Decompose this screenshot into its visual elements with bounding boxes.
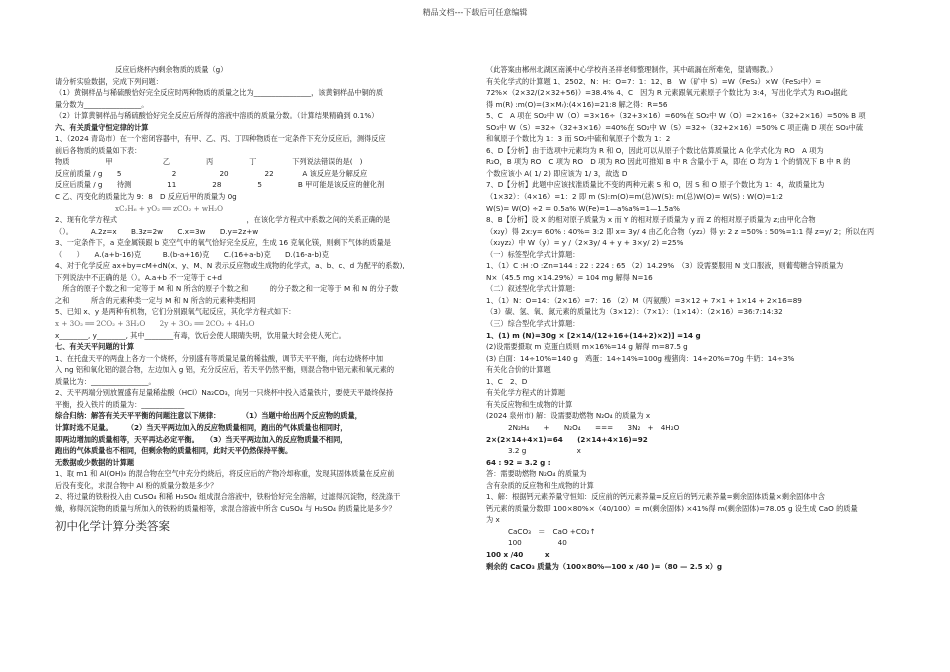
- right-text-line: 100 40: [508, 538, 567, 548]
- left-text-line: 七、有关天平问题的计算: [55, 342, 135, 352]
- right-text-line: 64 : 92 = 3.2 g :: [486, 457, 551, 467]
- left-text-line: 初中化学计算分类答案: [55, 519, 170, 534]
- right-text-line: （一）标签型化学式计算题：: [486, 249, 580, 259]
- left-text-line: 跑出的气体质量也不相同，但剩余物的质量相同，此时天平仍然保持平衡。: [55, 446, 293, 456]
- right-text-line: 1、解：根据钙元素养量守恒知：反应前的钙元素养量=反应后的钙元素养量=剩余固体质量×剩余固体中含: [486, 492, 825, 502]
- right-text-line: 有关化学式的计算题 1、2502、N：H：O=7：1：12、B W（矿中 S）=W（FeS₂）×W（FeS₂中）=: [486, 76, 822, 86]
- right-text-line: 7、D【分析】此题中应该找准质量比不变的两种元素 S 和 O，因 S 和 O 原子个数比为 1：4，故质量比为: [486, 180, 825, 190]
- right-text-line: CaCO₃ ＝ CaO +CO₂↑: [508, 526, 596, 536]
- right-text-line: 和氧原子个数比为 1：3 而 SO₂中硫和氧原子个数为 1：2: [486, 134, 671, 144]
- left-text-line: 1、取 m1 和 Al(OH)₃ 的混合物在空气中充分灼烧后，将反应后的产物冷却称重，发现其固体质量在反应前: [55, 469, 395, 479]
- left-text-line: 2、将过量的铁粉投入由 CuSO₄ 和稀 H₂SO₄ 组成混合溶液中，铁粉恰好完全溶解，过滤得沉淀物，经洗涤干: [55, 492, 401, 502]
- left-text-line: x________, y________, 其中________有毒，饮后会使人眼睛失明，饮用量大时会使人死亡。: [55, 330, 346, 340]
- right-text-line: 72%×（2×32/(2×32+56)）=38.4% 4、C 因为 R 元素跟氧元素原子个数比为 3:4，写出化学式为 R₃O₄据此: [486, 88, 848, 98]
- right-text-line: （x₂y）得 2x:y= 60% : 40%= 3:2 即 x= 3y/ 4 由乙化合物（yz₂）得 y: 2 z =50% : 50%=1:1 得 z=y/ 2；所以在丙: [486, 226, 875, 236]
- left-text-line: 3、一定条件下，a 克金属镁跟 b 克空气中的氧气恰好完全反应，生成 16 克氧化镁，则剩下气体的质量是: [55, 238, 391, 248]
- right-text-line: 含有杂质的反应物和生成物的计算: [486, 480, 594, 490]
- right-text-line: 2N₂H₄ + N₂O₄ === 3N₂ + 4H₂O: [508, 422, 680, 432]
- right-text-line: 为 x: [486, 515, 500, 525]
- left-text-line: 5、已知 x、y 是两种有机物，它们分别跟氧气起反应，其化学方程式如下：: [55, 307, 296, 317]
- left-text-line: 无数据或少数据的计算题: [55, 457, 135, 467]
- right-text-line: 100 x /40 x: [486, 549, 550, 559]
- right-text-line: 钙元素的质量分数即 100×80%×（40/100）= m(剩余固体) ×41%得 m(剩余固体)=78.05 g 设生成 CaO 的质量: [486, 503, 858, 513]
- left-text-line: 质量比为：________________。: [55, 376, 156, 386]
- right-text-line: （此答案由郴州北湖区南溪中心学校肖圣祥老师整理制作，其中疏漏在所难免，望请赐教。）: [486, 65, 778, 74]
- left-text-line: 反应后质量 / g 待测 11 28 5 B 甲可能是该反应的催化剂: [55, 180, 385, 190]
- left-text-line: 所含的原子个数之和一定等于 M 和 N 所含的原子个数之和 的分子数之和一定等于 M 和 N 的分子数: [55, 284, 399, 294]
- left-text-line: 下列说法中不正确的是（）。A.a+b 不一定等于 c+d: [55, 272, 222, 282]
- right-text-line: 1、(1) m (N)=30g × [2×14/(12+16+(14+2)×2)] =14 g: [486, 330, 701, 340]
- right-column: [486, 64, 896, 572]
- left-text-line: 之和 所含的元素种类一定与 M 和 N 所含的元素种类相同: [55, 295, 256, 305]
- right-text-line: 1、（1）C :H :O :Zn=144 : 22 : 224 : 65 （2）14.29% （3）设需要服用 N 支口服液，则葡萄糖含锌质量为: [486, 261, 844, 271]
- left-text-line: 综合归纳：解答有关天平平衡的问题注意以下规律： （1）当题中给出两个反应物的质量，: [55, 411, 362, 421]
- right-text-line: (2024 泉州市) 解：设需要助燃物 N₂O₄ 的质量为 x: [486, 411, 651, 421]
- left-text-line: 2、天平两端分别放置盛有足量稀盐酸（HCl）Na₂CO₃，向另一只烧杯中投入适量铁片，要使天平最终保持: [55, 388, 393, 398]
- right-text-line: 5、C A 项在 SO₂中 W（O）=3×16÷（32+3×16）=60%在 SO₂中 W（O）=2×16÷（32+2×16）=50% B 项: [486, 111, 866, 121]
- left-text-line: 后没有变化，求混合物中 Al 粉的质量分数是多少？: [55, 480, 218, 490]
- left-text-line: 1、在托盘天平的两盘上各方一个烧杯，分别盛有等质量足量的稀盐酸，调节天平平衡，向右边烧杯中加: [55, 353, 384, 363]
- right-text-line: W(S)= W(O) ÷2 = 0.5a% W(Fe)=1—a%a%=1—1.5a%: [486, 203, 680, 213]
- left-text-line: 反应后烧杯内剩余物质的质量（g）: [115, 65, 228, 74]
- left-text-line: x + 3O₂ ══ 2CO₂ + 3H₂O 2y + 3O₂ ══ 2CO₂ + 4H₂O: [55, 319, 255, 329]
- left-text-line: 入 ng 铝和氧化铝的混合物，左边加入 g 铝，充分反应后，若天平仍然平衡，则混合物中铝元素和氧元素的: [55, 365, 395, 375]
- right-text-line: N×（45.5 mg ×14.29%）= 104 mg 解得 N=16: [486, 272, 653, 282]
- left-text-line: 2、现有化学方程式 ，在该化学方程式中系数之间的关系正确的是: [55, 215, 391, 225]
- left-text-line: 前后各物质的质量如下表：: [55, 145, 142, 155]
- left-text-line: C 乙、丙变化的质量比为 9：8 D 反应后甲的质量为 0g: [55, 192, 237, 202]
- right-text-line: （x₂yz₂）中 W（y）= y /（2×3y/ 4 + y + 3×y/ 2) =25%: [486, 238, 684, 248]
- left-text-line: 量分数为________________。: [55, 99, 149, 109]
- right-text-line: （三）综合型化学式计算题：: [486, 319, 580, 329]
- left-text-line: 1、（2024 青岛市）在一个密闭容器中，有甲、乙、丙、丁四种物质在一定条件下充分反应后，测得反应: [55, 134, 386, 144]
- left-text-line: （1）黄铜样品与稀硫酸恰好完全反应时两种物质的质量之比为________________，该黄铜样品中铜的质: [55, 88, 384, 98]
- right-text-line: SO₃中 W（S）=32÷（32+3×16）=40%在 SO₂中 W（S）=32÷（32+2×16）=50% C 项正确 D 项在 SO₃中硫: [486, 122, 864, 132]
- right-text-line: 8、B【分析】设 X 的相对原子质量为 x 而 Y 的相对原子质量为 y 而 Z 的相对原子质量为 z;由甲化合物: [486, 215, 816, 225]
- right-text-line: （二）叙述型化学式计算题：: [486, 284, 580, 294]
- right-text-line: 答：需要助燃物 N₂O₄ 的质量为: [486, 469, 587, 479]
- right-text-line: 3.2 g x: [508, 446, 581, 456]
- left-text-line: 即两边增加的质量相等，天平再达必定平衡。 （3）当天平两边加入的反应物质量不相同，: [55, 434, 348, 444]
- right-text-line: 2×(2×14+4×1)=64 (2×14+4×16)=92: [486, 434, 648, 444]
- left-text-line: 六、有关质量守恒定律的计算: [55, 122, 149, 132]
- left-text-line: （ ） A.(a+b-16)克 B.(b-a+16)克 C.(16+a-b)克 D.(16-a-b)克: [55, 249, 329, 259]
- left-text-line: xC₂H₆ + yO₂ ══ zCO₂ + wH₂O: [115, 203, 224, 213]
- right-text-line: (2)设需要摄取 m 克蛋白质则 m×16%=14 g 解得 m=87.5 g: [486, 342, 688, 352]
- right-text-line: 有关反应物和生成物的计算: [486, 399, 573, 409]
- right-text-line: (3) 白面：14÷10%=140 g 鸡蛋：14÷14%=100g 瘦猪肉：14÷20%=70g 牛奶：14÷3%: [486, 353, 795, 363]
- right-text-line: 1、C 2、D: [486, 376, 528, 386]
- right-text-line: 有关化学方程式的计算题: [486, 388, 566, 398]
- right-text-line: 1、（1）N：O=14：（2×16）=7：16 （2）M（丙氨酸）=3×12 + 7×1 + 1×14 + 2×16=89: [486, 295, 802, 305]
- right-text-line: 有关化合价的计算题: [486, 365, 551, 375]
- left-text-line: 计算时选不足量。 （2）当天平两边加入的反应物质量相同，跑出的气体质量也相同时，: [55, 422, 348, 432]
- left-text-line: （）。 A.2z=x B.3z=2w C.x=3w D.y=2z+w: [55, 226, 259, 236]
- left-text-line: （2）计算黄铜样品与稀硫酸恰好完全反应后所得的溶液中溶质的质量分数。（计算结果精确到 0.1%）: [55, 111, 379, 121]
- left-text-line: 燥，称得沉淀物的质量与所加入的铁粉的质量相等，求混合溶液中所含 CuSO₄ 与 H₂SO₄ 的质量比是多少？: [55, 503, 396, 513]
- right-text-line: 6、D【分析】由于选项中元素均为 R 和 O，因此可以从原子个数比估算质量比 A 化学式化为 RO A 项为: [486, 145, 824, 155]
- left-column: [55, 64, 467, 535]
- left-text-line: 平衡，投入铁片的质量为：____________: [55, 399, 185, 409]
- right-text-line: R₂O，B 项为 RO C 项为 RO D 项为 RO 因此可推知 B 中 R 含量小于 A，即在 O 均为 1 个的情况下 B 中 R 的: [486, 157, 851, 167]
- page-header: 精品文档---下载后可任意编辑: [422, 8, 528, 17]
- right-text-line: 剩余的 CaCO₃ 质量为（100×80%—100 x /40 )=（80 — 2.5 x）g: [486, 561, 723, 571]
- left-text-line: 4、对于化学反应 ax+by=cM+dN(x、y、M、N 表示反应物或生成物的化学式，a、b、c、d 为配平的系数),: [55, 261, 405, 271]
- left-text-line: 请分析实验数据，完成下列问题：: [55, 76, 163, 86]
- left-text-line: 物质 甲 乙 丙 丁 下列说法错误的是( ): [55, 157, 363, 167]
- left-text-line: 反应前质量 / g 5 2 20 22 A 该反应是分解反应: [55, 168, 368, 178]
- right-text-line: 个数应该小 A( 1/ 2) 即应该为 1/ 3，故选 D: [486, 168, 628, 178]
- right-text-line: （3）碳、氢、氧、氮元素的质量比为（3×12）：（7×1）：（1×14）：（2×16）=36:7:14:32: [486, 307, 783, 317]
- right-text-line: 得 m(R) :m(O)=(3×Mᵣ):(4×16)=21:8 解之得：R=56: [486, 99, 668, 109]
- right-text-line: （1×32）：（4×16）=1：2 即 m (S):m(O)=m(总)W(S): m(总)W(O)= W(S) : W(O)=1:2: [486, 192, 783, 202]
